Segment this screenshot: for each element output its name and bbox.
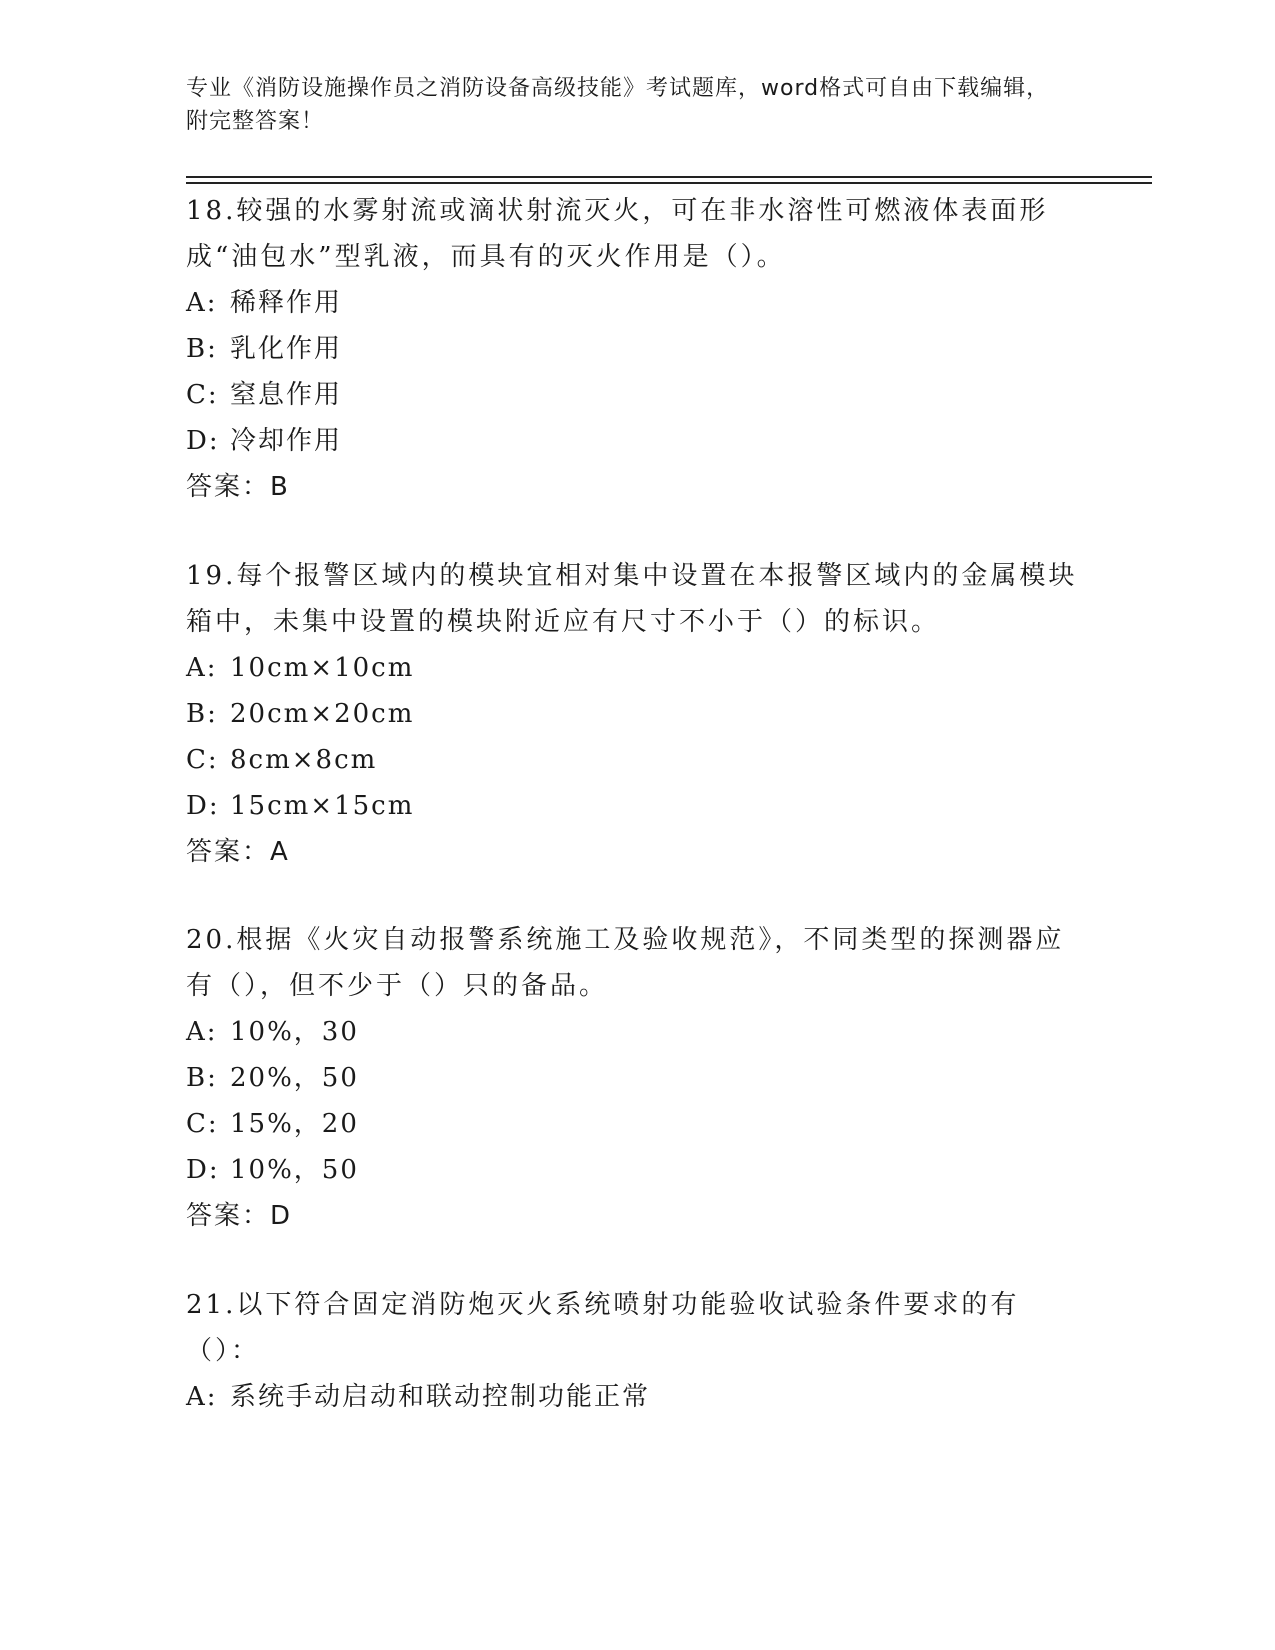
option-key: A: <box>186 1382 218 1412</box>
option-key: C: <box>186 745 219 775</box>
option-key: A: <box>186 288 218 318</box>
option-text: 15cm×15cm <box>230 791 415 821</box>
option-d <box>186 1147 1086 1193</box>
option-key: B: <box>186 1063 218 1093</box>
option-d <box>186 783 1086 829</box>
option-a <box>186 1009 1086 1055</box>
question-21 <box>186 1282 1086 1420</box>
option-text: 冷却作用 <box>230 426 343 456</box>
option-text: 10cm×10cm <box>230 653 415 683</box>
question-20 <box>186 917 1086 1239</box>
question-text: 20.根据《火灾自动报警系统施工及验收规范》，不同类型的探测器应有（），但不少于（）只的备品。 <box>186 925 1065 1001</box>
question-text: 18.较强的水雾射流或滴状射流灭火，可在非水溶性可燃液体表面形成“油包水”型乳液，而具有的灭火作用是（）。 <box>186 196 1049 272</box>
question-text: 21.以下符合固定消防炮灭火系统喷射功能验收试验条件要求的有（）： <box>186 1290 1020 1366</box>
header-rule-top <box>186 176 1152 178</box>
answer: 答案：B <box>186 472 290 502</box>
option-b <box>186 326 1086 372</box>
option-text: 乳化作用 <box>230 334 343 364</box>
option-key: C: <box>186 380 219 410</box>
option-a <box>186 280 1086 326</box>
option-key: B: <box>186 699 218 729</box>
question-text: 19.每个报警区域内的模块宜相对集中设置在本报警区域内的金属模块箱中，未集中设置的模块附近应有尺寸不小于（）的标识。 <box>186 561 1078 637</box>
option-text: 10%，50 <box>230 1155 359 1185</box>
option-key: B: <box>186 334 218 364</box>
option-c <box>186 737 1086 783</box>
option-key: C: <box>186 1109 219 1139</box>
question-18 <box>186 188 1086 510</box>
header-rule-bottom <box>186 182 1152 184</box>
page-header: 专业《消防设施操作员之消防设备高级技能》考试题库，word格式可自由下载编辑，附完整答案！ <box>186 76 1050 134</box>
option-key: D: <box>186 426 220 456</box>
option-a <box>186 645 1086 691</box>
option-a <box>186 1374 1086 1420</box>
option-key: D: <box>186 1155 220 1185</box>
option-c <box>186 1101 1086 1147</box>
option-text: 20cm×20cm <box>230 699 415 729</box>
question-19 <box>186 553 1086 875</box>
option-text: 窒息作用 <box>230 380 343 410</box>
option-b <box>186 1055 1086 1101</box>
option-text: 系统手动启动和联动控制功能正常 <box>230 1382 651 1412</box>
option-c <box>186 372 1086 418</box>
option-key: A: <box>186 1017 218 1047</box>
option-text: 15%，20 <box>230 1109 359 1139</box>
option-text: 稀释作用 <box>230 288 343 318</box>
option-b <box>186 691 1086 737</box>
option-text: 20%，50 <box>230 1063 359 1093</box>
option-text: 8cm×8cm <box>230 745 378 775</box>
option-text: 10%，30 <box>230 1017 359 1047</box>
option-d <box>186 418 1086 464</box>
answer: 答案：D <box>186 1201 293 1231</box>
option-key: A: <box>186 653 218 683</box>
option-key: D: <box>186 791 220 821</box>
answer: 答案：A <box>186 837 290 867</box>
